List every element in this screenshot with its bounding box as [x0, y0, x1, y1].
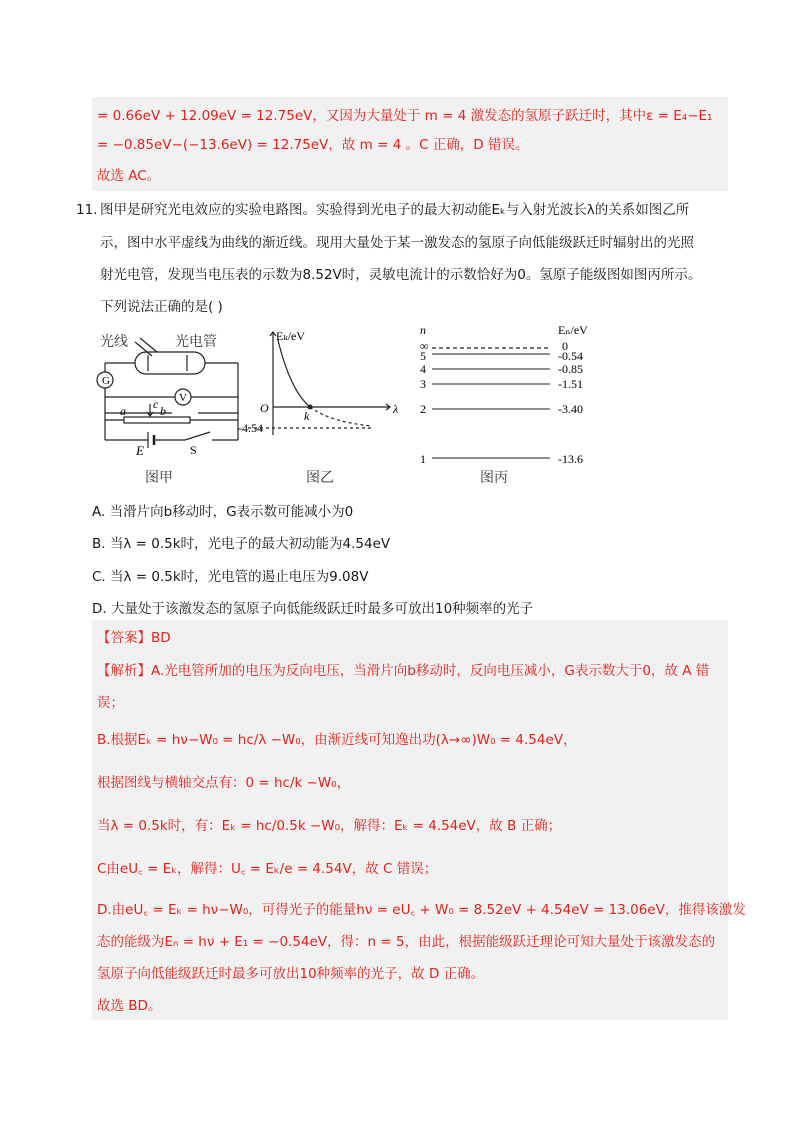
level-n-5: 5 [420, 349, 426, 363]
level-e-5: -0.54 [558, 349, 583, 363]
question-line-3: 射光电管，发现当电压表的示数为8.52V时，灵敏电流计的示数恰好为0。氢原子能级图如图丙所示。 [100, 267, 702, 283]
level-n-1: 1 [420, 452, 426, 466]
analysis-a-line-2: 误； [97, 695, 124, 711]
level-e-inf: 0 [562, 339, 568, 353]
option-c: C. 当λ = 0.5k时，光电管的遏止电压为9.08V [92, 569, 369, 585]
analysis-d-line-2: 态的能级为Eₙ = hν + E₁ = −0.54eV，得：n = 5，由此，根据能级跃迁理论可知大量处于该激发态的 [97, 934, 716, 950]
level-e-3: -1.51 [558, 377, 583, 391]
level-n-3: 3 [420, 377, 426, 391]
figures [90, 320, 610, 495]
level-e-2: -3.40 [558, 402, 583, 416]
question-line-1: 图甲是研究光电效应的实验电路图。实验得到光电子的最大初动能Eₖ与入射光波长λ的关系如图乙所 [100, 202, 690, 218]
analysis-a-line-1: A.光电管所加的电压为反向电压，当滑片向b移动时，反向电压减小，G表示数大于0，故 A 错 [151, 663, 710, 679]
analysis-b-line-2: 根据图线与横轴交点有：0 = hc/k −W₀， [97, 775, 351, 791]
analysis-a-row [97, 661, 709, 681]
prev-line-3: 故选 AC。 [97, 168, 161, 184]
yi-origin: O [260, 401, 269, 415]
level-e-1: -13.6 [558, 452, 583, 466]
yi-ylabel: Eₖ/eV [276, 329, 306, 343]
figure-bing-caption: 图丙 [480, 470, 508, 486]
answer-value: BD [151, 630, 171, 646]
option-d: D. 大量处于该激发态的氢原子向低能级跃迁时最多可放出10种频率的光子 [92, 601, 534, 617]
figure-yi-graph [248, 332, 390, 435]
bing-e-label: Eₙ/eV [558, 323, 588, 337]
figure-jia-circuit [97, 338, 238, 448]
question-line-2: 示，图中水平虚线为曲线的渐近线。现用大量处于某一激发态的氢原子向低能级跃迁时辐射出的光照 [100, 235, 694, 251]
tube-label: 光电管 [175, 334, 217, 350]
switch-label: S [190, 443, 197, 457]
rheostat-b-label: b [160, 404, 166, 418]
level-e-4: -0.85 [558, 362, 583, 376]
prev-line-1: = 0.66eV + 12.09eV = 12.75eV，又因为大量处于 m = 4 激发态的氢原子跃迁时，其中ε = E₄−E₁ [97, 108, 713, 124]
analysis-c-line-1: C由eU꜀ = Eₖ，解得：U꜀ = Eₖ/e = 4.54V，故 C 错误； [97, 861, 438, 877]
rheostat-a-label: a [120, 404, 126, 418]
analysis-d-line-3: 氢原子向低能级跃迁时最多可放出10种频率的光子，故 D 正确。 [97, 966, 485, 982]
analysis-label: 【解析】 [97, 663, 151, 679]
voltmeter-label: V [179, 392, 187, 404]
option-b: B. 当λ = 0.5k时，光电子的最大初动能为4.54eV [92, 536, 391, 552]
battery-label: E [136, 443, 144, 458]
prev-line-2: = −0.85eV−(−13.6eV) = 12.75eV，故 m = 4 。C 正确，D 错误。 [97, 137, 529, 153]
level-n-4: 4 [420, 362, 426, 376]
figure-jia-caption: 图甲 [145, 470, 173, 486]
analysis-b-line-3: 当λ = 0.5k时，有：Eₖ = hc/0.5k −W₀，解得：Eₖ = 4.54eV，故 B 正确； [97, 818, 562, 834]
level-n-2: 2 [420, 402, 426, 416]
option-a: A. 当滑片向b移动时，G表示数可能减小为0 [92, 504, 354, 520]
question-line-4: 下列说法正确的是( ) [100, 299, 223, 315]
final-answer: 故选 BD。 [97, 998, 162, 1014]
answer-row [97, 628, 171, 648]
light-label: 光线 [100, 334, 128, 350]
bing-n-label: n [420, 323, 426, 337]
question-number: 11. [76, 202, 98, 218]
slider-c-label: c [153, 397, 159, 411]
galvanometer-label: G [102, 375, 110, 387]
answer-label: 【答案】 [97, 630, 151, 646]
yi-xlabel: λ [393, 402, 399, 416]
yi-k-label: k [304, 409, 310, 423]
yi-asymptote-label: -4.54 [238, 421, 263, 435]
analysis-b-line-1: B.根据Eₖ = hν−W₀ = hc/λ −W₀，由渐近线可知逸出功(λ→∞)W₀ = 4.54eV， [97, 732, 577, 748]
level-n-inf: ∞ [420, 339, 429, 353]
figure-yi-caption: 图乙 [306, 470, 334, 486]
analysis-d-line-1: D.由eU꜀ = Eₖ = hν−W₀，可得光子的能量hν = eU꜀ + W₀ = 8.52eV + 4.54eV = 13.06eV，推得该激发 [97, 902, 746, 918]
